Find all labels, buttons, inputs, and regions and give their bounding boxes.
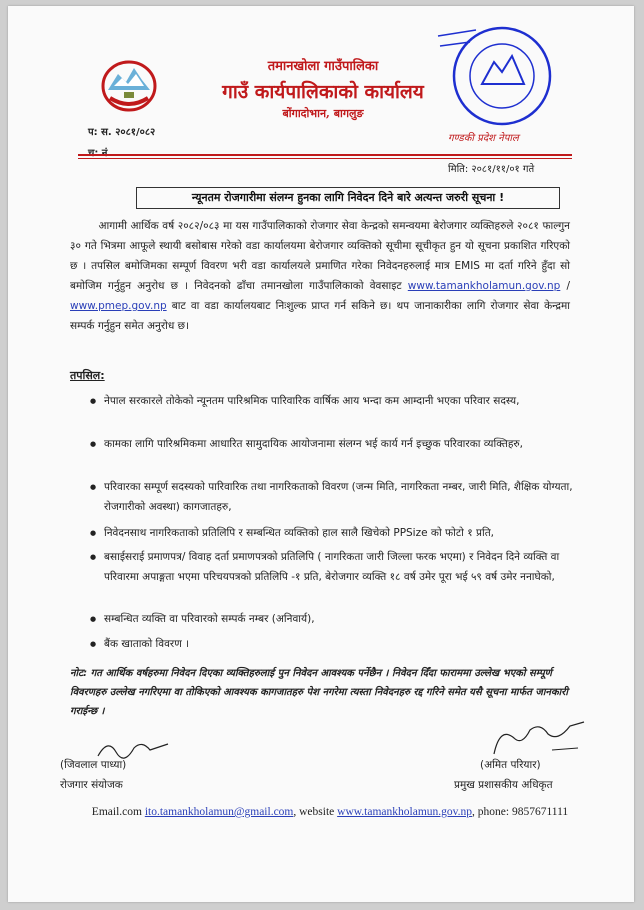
website-link-pmep[interactable]: www.pmep.gov.np [70, 300, 167, 312]
list-item: ● बैंक खाताको विवरण । [104, 634, 574, 654]
office-address: बोंगादोभान, बागलुङ [282, 107, 364, 120]
website-link-municipality[interactable]: www.tamankholamun.gov.np [407, 280, 561, 292]
footer-website-link[interactable]: www.tamankholamun.gov.np [337, 806, 473, 818]
notice-note: नोट: गत आर्थिक वर्षहरुमा निवेदन दिएका व्यक्तिहरुलाई पुन निवेदन आवश्यक पर्नेछैन । निवेदन दिँदा फाराममा उल्लेख भएको सम्पूर्ण विवरणहरु उल्लेख नगरिएमा वा तोकिएको आवश्यक कागजातहरु पेश नगरेमा त्यस्ता निवेदनहरु रद्द गरिने समेत यसै सूचना मार्फत जानकारी गराईन्छ । [70, 668, 568, 717]
right-signatory-name: (अमित परियार) [480, 759, 541, 771]
phone-text: , phone: 9857671111 [472, 806, 569, 818]
header-divider [78, 154, 572, 156]
notice-date: मिति: २०८१/११/०१ गते [448, 164, 535, 175]
list-item: ● नेपाल सरकारले तोकेको न्यूनतम पारिश्रमिक पारिवारिक वार्षिक आय भन्दा कम आम्दानी भएका परिवार सदस्य, [104, 391, 574, 411]
list-item: ● परिवारका सम्पूर्ण सदस्यको पारिवारिक तथा नागरिकताको विवरण (जन्म मिति, नागरिकता नम्बर, जारी मिति, शैक्षिक योग्यता, रोजगारीको अवस्था) कागजातहरु, [104, 477, 574, 517]
left-signatory-title: रोजगार संयोजक [60, 779, 123, 791]
link-separator: / [560, 280, 570, 292]
nepal-emblem-logo [98, 56, 160, 114]
body-text-1: आगामी आर्थिक वर्ष २०८२/०८३ मा यस गाउँपालिकाको रोजगार सेवा केन्द्रको समन्वयमा बेरोजगार व्यक्तिहरुले २०८१ फाल्गुन ३० गते भित्रमा आफूले स्थायी बसोबास गरेको वडा कार्यालयमा बेरोजगार व्यक्तिको सूचीमा सूचीकृत हुन यो सूचना प्रकाशित गरिएको छ । तपसिल बमोजिमका सम्पूर्ण विवरण भरी वडा कार्यालयले प्रमाणित गरेका निवेदनहरुलाई मात्र EMIS मा दर्ता गरिने हुँदा सो बमोजिम गर्नुहुन अनुरोध छ । निवेदनको ढाँचा तमानखोला गाउँपालिकाको वेवसाइट [70, 220, 571, 292]
dispatch-number: च: नं. [88, 148, 112, 159]
municipality-name: तमानखोला गाउँपालिका [267, 59, 379, 74]
list-item: ● बसाईसराई प्रमाणपत्र/ विवाह दर्ता प्रमाणपत्रको प्रतिलिपि ( नागरिकता जारी जिल्ला फरक भएमा) र निवेदन दिने व्यक्ति वा परिवारमा अपाङ्गता भएमा परिचयपत्रको प्रतिलिपि -१ प्रति, बेरोजगार व्यक्ति १८ वर्ष उमेर पूरा भई ५९ वर्ष उमेर ननाघेको, [104, 547, 574, 587]
notice-body [70, 216, 570, 336]
tapsil-heading: तपसिल: [70, 369, 105, 382]
email-link[interactable]: ito.tamankholamun@gmail.com [144, 806, 294, 818]
list-item: ● निवेदनसाथ नागरिकताको प्रतिलिपि र सम्बन्धित व्यक्तिको हाल सालै खिचेको PPSize को फोटो १ प्रति, [104, 523, 574, 543]
notice-subject: न्यूनतम रोजगारीमा संलग्न हुनका लागि निवेदन दिने बारे अत्यन्त जरुरी सूचना ! [136, 187, 560, 209]
list-item: ● सम्बन्धित व्यक्ति वा परिवारको सम्पर्क नम्बर (अनिवार्य), [104, 609, 574, 629]
stamp-province-text: गण्डकी प्रदेश नेपाल [448, 133, 519, 144]
header-divider-thin [78, 158, 572, 159]
email-label: Email.com [91, 806, 142, 818]
office-stamp [436, 24, 560, 134]
body-text-2: बाट वा वडा कार्यालयबाट निःशुल्क प्राप्त गर्न सकिने छ। थप जानाकारीका लागि रोजगार सेवा केन्द्रमा सम्पर्क गर्नुहुन समेत अनुरोध छ। [70, 300, 570, 332]
right-signatory-title: प्रमुख प्रशासकीय अधिकृत [454, 779, 553, 791]
reference-number: प: स. २०८१/०८२ [88, 127, 156, 138]
website-label: , website [293, 806, 335, 818]
notice-page [8, 6, 634, 902]
contact-footer [80, 806, 580, 818]
office-title: गाउँ कार्यपालिकाको कार्यालय [222, 81, 424, 103]
list-item: ● कामका लागि पारिश्रमिकमा आधारित सामुदायिक आयोजनामा संलग्न भई कार्य गर्न इच्छुक परिवारका व्यक्तिहरु, [104, 434, 574, 454]
left-signatory-name: (जिवलाल पाध्या) [60, 759, 127, 771]
